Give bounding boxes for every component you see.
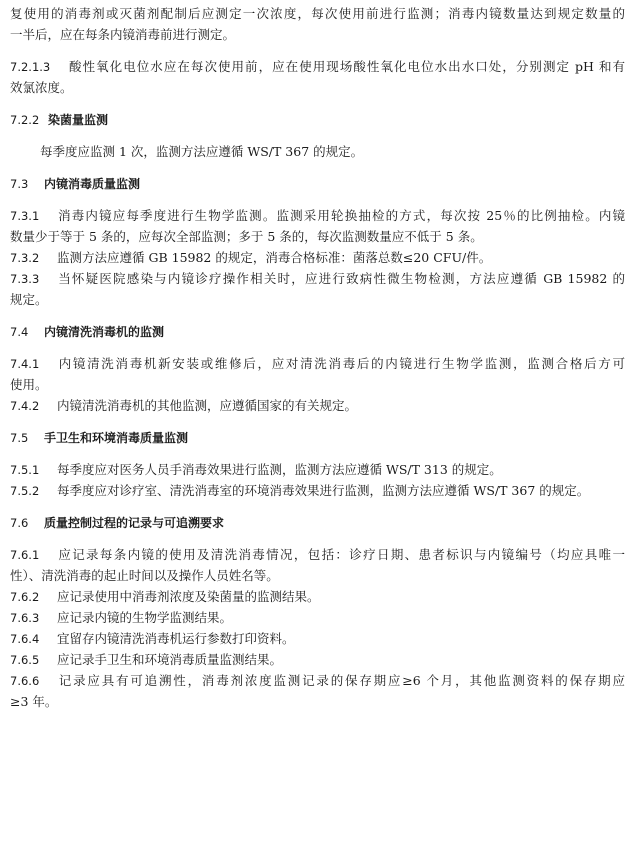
clause-text: 监测方法应遵循 GB 15982 的规定，消毒合格标准：菌落总数≤20 CFU/件。 (57, 250, 492, 265)
section-heading-7-6 (10, 513, 224, 533)
section-title: 染菌量监测 (48, 113, 109, 127)
clause-number: 7.6.4 (10, 632, 40, 646)
section-heading-7-4 (10, 322, 164, 342)
paragraph-line: 效氯浓度。 (10, 80, 73, 95)
clause-number: 7.3.1 (10, 209, 40, 223)
section-number: 7.4 (10, 325, 29, 339)
clause-7-2-1-3 (10, 57, 625, 77)
paragraph-line: 规定。 (10, 292, 48, 307)
clause-number: 7.6.5 (10, 653, 40, 667)
clause-7-5-2 (10, 481, 625, 501)
section-heading-7-2-2 (10, 110, 108, 130)
paragraph-line: ≥3 年。 (10, 694, 58, 709)
section-number: 7.3 (10, 177, 29, 191)
clause-text: 每季度应对医务人员手消毒效果进行监测，监测方法应遵循 WS/T 313 的规定。 (57, 462, 502, 477)
clause-text: 酸性氧化电位水应在每次使用前，应在使用现场酸性氧化电位水出水口处，分别测定 pH 和有 (68, 59, 625, 74)
clause-7-6-2 (10, 587, 625, 607)
clause-number: 7.5.2 (10, 484, 40, 498)
clause-text: 每季度应对诊疗室、清洗消毒室的环境消毒效果进行监测，监测方法应遵循 WS/T 367 的规定。 (57, 483, 590, 498)
clause-7-4-2 (10, 396, 625, 416)
paragraph-line: 每季度应监测 1 次，监测方法应遵循 WS/T 367 的规定。 (40, 144, 364, 159)
paragraph-line: 性）、清洗消毒的起止时间以及操作人员姓名等。 (10, 568, 279, 583)
clause-number: 7.4.1 (10, 357, 40, 371)
clause-7-4-1 (10, 354, 625, 374)
clause-number: 7.6.2 (10, 590, 40, 604)
clause-text: 当怀疑医院感染与内镜诊疗操作相关时，应进行致病性微生物检测，方法应遵循 GB 15982 的 (57, 271, 625, 286)
section-heading-7-5 (10, 428, 188, 448)
clause-7-3-3 (10, 269, 625, 289)
clause-text: 应记录内镜的生物学监测结果。 (57, 610, 233, 625)
section-number: 7.6 (10, 516, 29, 530)
section-number: 7.5 (10, 431, 29, 445)
paragraph-line: 使用。 (10, 377, 48, 392)
section-title: 手卫生和环境消毒质量监测 (44, 431, 189, 445)
clause-7-6-1 (10, 545, 625, 565)
section-title: 内镜消毒质量监测 (44, 177, 141, 191)
clause-7-6-3 (10, 608, 625, 628)
clause-number: 7.5.1 (10, 463, 40, 477)
section-title: 质量控制过程的记录与可追溯要求 (44, 516, 225, 530)
clause-text: 宜留存内镜清洗消毒机运行参数打印资料。 (57, 631, 295, 646)
paragraph-line: 一半后，应在每条内镜消毒前进行测定。 (10, 27, 236, 42)
clause-text: 应记录使用中消毒剂浓度及染菌量的监测结果。 (57, 589, 320, 604)
clause-number: 7.6.1 (10, 548, 40, 562)
clause-number: 7.4.2 (10, 399, 40, 413)
clause-7-6-6 (10, 671, 625, 691)
clause-number: 7.3.2 (10, 251, 40, 265)
clause-text: 消毒内镜应每季度进行生物学监测。监测采用轮换抽检的方式，每次按 25％的比例抽检。内镜 (57, 208, 625, 223)
clause-7-3-2 (10, 248, 625, 268)
clause-text: 记录应具有可追溯性，消毒剂浓度监测记录的保存期应≥6 个月，其他监测资料的保存期应 (57, 673, 625, 688)
clause-number: 7.3.3 (10, 272, 40, 286)
clause-7-6-5 (10, 650, 625, 670)
clause-number: 7.6.3 (10, 611, 40, 625)
clause-7-6-4 (10, 629, 625, 649)
clause-7-5-1 (10, 460, 625, 480)
clause-number: 7.6.6 (10, 674, 40, 688)
section-title: 内镜清洗消毒机的监测 (44, 325, 165, 339)
section-number: 7.2.2 (10, 113, 40, 127)
clause-number: 7.2.1.3 (10, 60, 51, 74)
paragraph-line: 数量少于等于 5 条的，应每次全部监测；多于 5 条的，每次监测数量应不低于 5 条。 (10, 229, 483, 244)
clause-text: 应记录手卫生和环境消毒质量监测结果。 (57, 652, 283, 667)
section-heading-7-3 (10, 174, 140, 194)
paragraph-line: 复使用的消毒剂或灭菌剂配制后应测定一次浓度，每次使用前进行监测；消毒内镜数量达到规定数量的 (10, 6, 625, 21)
clause-7-3-1 (10, 206, 625, 226)
clause-text: 应记录每条内镜的使用及清洗消毒情况，包括：诊疗日期、患者标识与内镜编号（均应具唯一 (57, 547, 625, 562)
clause-text: 内镜清洗消毒机的其他监测，应遵循国家的有关规定。 (57, 398, 358, 413)
clause-text: 内镜清洗消毒机新安装或维修后，应对清洗消毒后的内镜进行生物学监测，监测合格后方可 (57, 356, 625, 371)
